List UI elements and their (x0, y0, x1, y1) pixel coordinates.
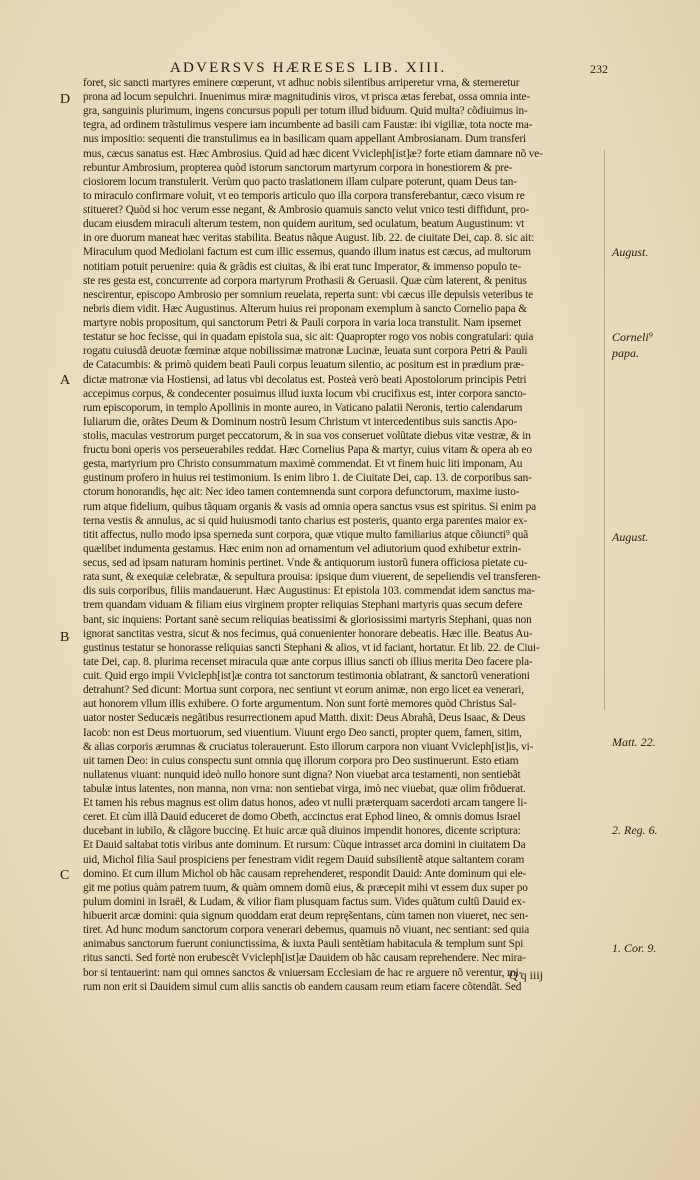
text-line: bor si tentauerint: nam qui omnes sanctos & vniuersam Ecclesiam de hac re arguere nõ verentur, mi- (83, 966, 523, 979)
text-line: prona ad locum sepulchri. Inuenimus miræ magnitudinis viros, vt prisca ætas ferebat, ossa omnia inte- (83, 91, 530, 104)
page-number: 232 (590, 62, 608, 76)
marginal-note: 1. Cor. 9. (612, 941, 657, 955)
text-line: dis suis corporibus, filiis mandauerunt. Hæc Augustinus: Et epistola 103. commendat idem sanctus ma- (83, 585, 535, 598)
text-line: fructu boni operis vos perseuerabiles reddat. Hæc Cornelius Papa & martyr, cuius vitam & opera ab eo (83, 444, 532, 457)
text-line: ciosiorem locum transtulerit. Verùm quo pacto traslationem illam culpare poterunt, quam Deus tan- (83, 175, 517, 188)
text-line: mus, cæcus sanatus est. Hæc Ambrosius. Quid ad hæc dicent Vvicleph[ist]æ? forte etiam damnare nõ ve- (83, 147, 543, 160)
marginal-note: August. (612, 245, 649, 259)
text-line: ritus sancti. Sed fortè non erubescẽt Vvicleph[ist]æ Dauidem ob hãc causam reprehendere. Nec mira- (83, 952, 526, 965)
text-line: tabulæ intus latentes, non manna, non vrna: non sentiebat virga, imò nec viuebat, quæ olim frõduerat. (83, 783, 526, 795)
text-line: ctorum honorandis, hęc ait: Nec ideo tamen contemnenda sunt corpora defunctorum, maxime iusto- (83, 486, 520, 499)
running-head: ADVERSVS HÆRESES LIB. XIII. (170, 60, 447, 76)
text-line: rum atque fidelium, quibus tãquam organis & vasis ad omnia opera sanctus vsus est spiritus. Si enim pa (83, 500, 536, 513)
text-line: uid, Michol filia Saul prospiciens per fenestram vidit regem Dauid subsilientẽ atque saltantem coram (83, 853, 525, 866)
signature-mark: Q q iiij (509, 968, 544, 982)
text-line: notitiam potuit peruenire: quia & grãdis est ciuitas, & ibi erat tunc Imperator, & immenso populo te- (83, 260, 522, 273)
section-letter: B (60, 630, 70, 645)
text-line: de Catacumbis: & primò quidem beati Pauli corpus leuatum silentio, ac positum est in prædium præ- (83, 359, 525, 372)
text-line: animabus sanctorum fuerunt coniunctissima, & iuxta Pauli sentẽtiam habitacula & templum sunt Spi (83, 938, 524, 951)
text-line: nescirentur, episcopo Ambrosio per somnium reuelata, reperta sunt: vbi cæcus ille depulsis veteribus te (83, 288, 533, 301)
text-line: Et tamen his rebus magnus est olim datus honos, adeo vt nulli præterquam sacerdoti arcam tangere li- (83, 797, 527, 810)
text-line: rum non erit si Dauidem simul cum aliis sanctis ob eandem causam reum etiam facere cõtendãt. Sed (83, 980, 522, 993)
text-line: nullatenus viuant: nunquid ideò nullo honore sunt digna? Non viuebat arca testamenti, non sentiebãt (83, 768, 521, 781)
text-line: tate Dei, cap. 8. plurima recenset miracula quæ ante corpus illius sancti ob illius merita Deo facere pla- (83, 655, 533, 668)
text-line: Iuliarum die, orãtes Deum & Dominum nostrũ Iesum Christum vt intercedentibus suis sanctis Apo- (83, 415, 517, 428)
text-line: gustinus testatur se honorasse reliquias sancti Stephani & alios, vt id faciant, hortatur. Et lib. 22. de Ciui- (83, 641, 540, 654)
text-line: tegra, ad ordinem trãstulimus vespere iam incumbente ad basili cam Faustæ: ibi vigiliæ, tota nocte ma- (83, 119, 533, 132)
text-line: accepimus corpus, & condecenter posuimus illud iuxta locum vbi crucifixus est, inter corpora sancto- (83, 387, 527, 400)
text-line: & alias corporis ærumnas & cruciatus tolerauerunt. Esto illorum carpora non viuant Vvicleph[ist]is, vi- (83, 740, 534, 753)
text-line: git me potius quàm patrem tuum, & quàm omnem domũ eius, & præcepit mihi vt essem dux super po (83, 881, 528, 894)
section-letter: D (60, 92, 71, 107)
text-line: uit tamen Deo: in cuius conspectu sunt omnia quę illorum corpora pro Deo sustinuerunt. Esto etiam (83, 754, 519, 767)
text-line: rum episcoporum, in templo Apollinis in monte aureo, in Vaticano palatii Neronis, tertio calendarum (83, 401, 523, 414)
text-line: testatur se hoc fecisse, qui in quadam epistola sua, sic ait: Quapropter rogo vos nobis congratulari: quia (83, 331, 534, 344)
text-line: foret, sic sancti martyres eminere cœperunt, vt adhuc nobis silentibus arriperetur vrna, & sterneretur (83, 77, 520, 89)
text-line: domino. Et cum illum Michol ob hãc causam reprehenderet, respondit Dauid: Ante dominum qui ele- (83, 867, 527, 880)
text-line: rebuntur Ambrosium, propterea quòd istorum sanctorum martyrum corpora in honestiorem & pre- (83, 161, 513, 174)
text-line: stitueret? Quòd si hoc verum esse negant, & Ambrosio quamuis sancto velut vnico testi diffidunt, pro- (83, 204, 530, 217)
text-line: nus impositio: sequenti die transtulimus ea in basilicam quam appellant Ambrosianam. Dum transferi (83, 133, 527, 146)
text-line: terna vestis & annulus, ac si quid huiusmodi tanto charius est posteris, quanto erga parentes maior ex- (83, 514, 528, 527)
text-line: Et Dauid saltabat totis viribus ante dominum. Et rursum: Cùque intrasset arca domini in ciuitatem Da (83, 839, 526, 852)
text-line: nebris diem vidit. Hæc Augustinus. Alterum huius rei proponam exemplum à sancto Cornelio papa & (83, 302, 527, 315)
text-line: Iacob: non est Deus mortuorum, sed viuentium. Viuunt ergo Deo sancti, propter quem, famen, sitim, (83, 726, 522, 739)
section-letter: A (60, 373, 71, 388)
text-line: cuit. Quid ergo impii Vvicleph[ist]æ contra tot sanctorum testimonia oblatrant, & sanctorũ venerationi (83, 670, 530, 683)
marginal-note: August. (612, 530, 649, 544)
text-line: to miraculo confirmare voluit, vt eo temporis articulo quo illa corpora transferebantur, cæco visum re (83, 189, 525, 202)
text-line: gesta, martyrium pro Christo consummatum maximè commendat. Et vt finem huic liti imponam, Au (83, 458, 523, 471)
text-line: gustinum profero in huius rei testimonium. Is enim libro 1. de Ciuitate Dei, cap. 13. de corporibus san- (83, 472, 532, 485)
text-line: ducebant in iubilo, & clãgore buccinę. Et huic arcæ quã diuinos impendit honores, dicente scriptura: (83, 825, 521, 838)
marginal-note: 2. Reg. 6. (612, 823, 658, 837)
text-line: titit affectus, nullo modo ipsa sperneda sunt corpora, quæ vtique multo familiarius atque cõiuncti⁹ quã (83, 528, 529, 541)
text-line: pulum domini in Israël, & Ludam, & vilior fiam plusquam factus sum. Vides quãtum cultũ Dauid ex- (83, 895, 526, 908)
text-line: trem quandam viduam & filiam eius virginem propter reliquias Stephani martyris quas secum defere (83, 599, 523, 612)
text-line: quælibet indumenta gestamus. Hæc enim non ad ornamentum vel adiutorium quod exhibetur extrin- (83, 542, 522, 555)
text-line: martyre nobis propositum, qui sanctorum Petri & Pauli corpora in varia loca transtulit. Nam ipsemet (83, 317, 522, 330)
text-line: ste res gesta est, concurrente ad corpora martyrum Prothasii & Geruasii. Quæ cùm laterent, & penitus (83, 274, 527, 287)
text-line: gra, sanguinis plurimum, ingens concursus populi per totum illud biduum. Quid multa? cõdiuimus in- (83, 105, 528, 118)
section-letter: C (60, 868, 70, 883)
text-line: dictæ matronæ via Hostiensi, ad latus vbi decolatus est. Posteà verò beati Apostolorum principis Petri (83, 373, 527, 386)
text-line: ducam eiusdem miraculi alterum testem, non quidem auritum, sed oculatum, beatum Augustinum: vt (83, 218, 525, 231)
text-line: in ore duorum maneat hæc veritas stabilita. Beatus nãque August. lib. 22. de ciuitate Dei, cap. 8. sic ait: (83, 232, 535, 245)
text-line: bant, sic inquiens: Portant sanè secum reliquias beatissimi & gloriosissimi martyris Stephani, quas non (83, 613, 532, 626)
main-text-column (83, 76, 611, 998)
text-line: rata sunt, & exequiæ celebratæ, & sepultura prouisa: ipsique dum viuerent, de sepeliendis vel transferen- (83, 571, 541, 584)
text-line: rogatu cuiusdã deuotæ fœminæ atque nobilissimæ matronæ Lucinæ, leuata sunt corpora Petri & Pauli (83, 345, 528, 358)
text-line: aut honorem vllum illis exhibere. O forte argumentum. Non sunt fortè memores quòd Christus Sal- (83, 698, 516, 711)
text-line: ignorat sanctitas vestra, sicut & nos fecimus, quá conuenienter honorare debeatis. Hæc ille. Beatus Au- (83, 627, 533, 640)
text-line: Miraculum quod Mediolani factum est cum illic essemus, quando illum inatus est cæcus, ad multorum (83, 246, 531, 259)
marginal-note: Matt. 22. (612, 735, 656, 749)
text-line: secus, sed ad ipsam naturam hominis pertinet. Vnde & antiquorum iustorũ funera officiosa pietate cu- (83, 557, 528, 570)
text-line: stolis, maculas vestrorum purget peccatorum, & in sua vos conseruet volũtate diebus vitæ vestræ, & in (83, 430, 531, 442)
marginal-note: Corneli⁹ (612, 330, 653, 344)
margin-rule (604, 150, 605, 710)
text-line: hibuerit arcæ domini: quia signum quoddam erat deum reprę̃sentans, cùm tamen non viueret, nec sen- (83, 910, 529, 923)
text-line: tiret. Ad hunc modum sanctorum corpora venerari debemus, quamuis nõ viuant, nec sentiant: sed quia (83, 924, 530, 937)
text-line: detrahunt? Sed dicunt: Mortua sunt corpora, nec sentiunt vt eorum animæ, non ergo licet ea venerari, (83, 684, 524, 697)
text-line: uator noster Seducæis negãtibus resurrectionem apud Matth. dixit: Deus Abrahã, Deus Isaac, & Deus (83, 712, 526, 725)
text-line: ceret. Et cùm illã Dauid educeret de domo Obeth, accinctus erat Ephod lineo, & omnis domus Israel (83, 811, 521, 824)
marginal-note: papa. (612, 346, 639, 360)
